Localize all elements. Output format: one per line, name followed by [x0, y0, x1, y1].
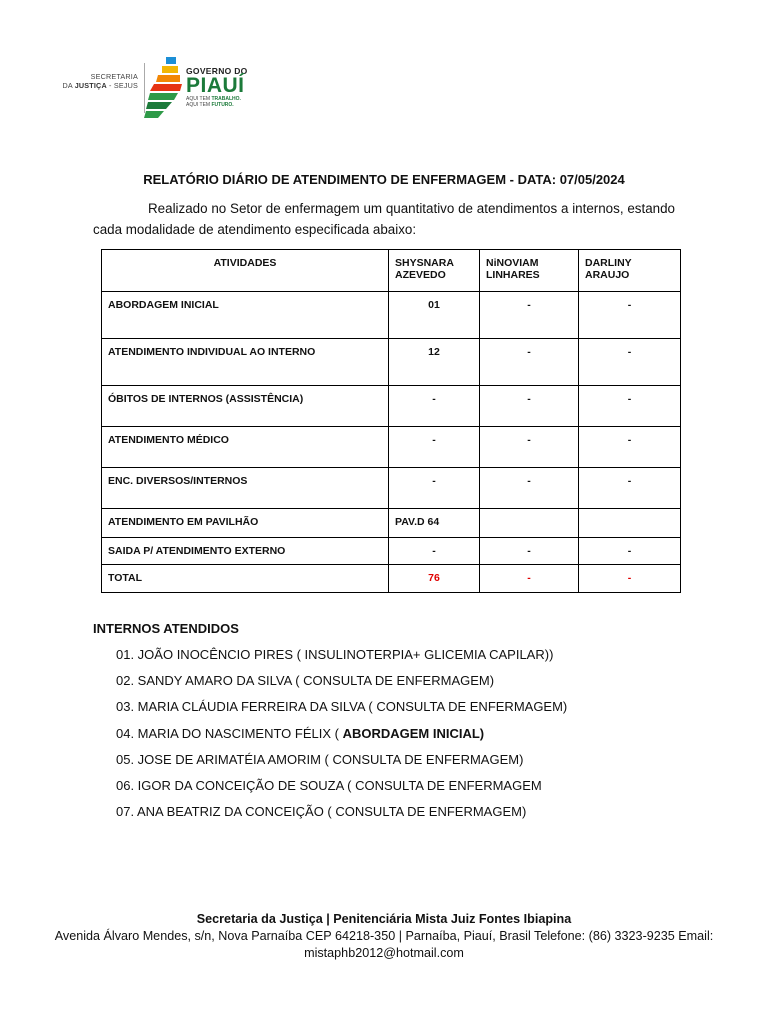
header-logos: [60, 55, 360, 125]
header-shysnara: SHYSNARA AZEVEDO: [389, 250, 480, 292]
value-cell: -: [579, 339, 681, 386]
value-cell: -: [389, 386, 480, 427]
activity-cell: SAIDA P/ ATENDIMENTO EXTERNO: [102, 538, 389, 565]
governo-do-text: GOVERNO DO: [186, 66, 248, 76]
total-value-cell: -: [579, 565, 681, 593]
value-cell: -: [579, 538, 681, 565]
value-cell: 01: [389, 292, 480, 339]
header-darliny: DARLINY ARAUJO: [579, 250, 681, 292]
header-ninoviam: NiNOVIAM LINHARES: [480, 250, 579, 292]
list-item: 06. IGOR DA CONCEIÇÃO DE SOUZA ( CONSULTA DE ENFERMAGEM: [116, 777, 542, 793]
intro-paragraph: Realizado no Setor de enfermagem um quantitativo de atendimentos a internos, estando cada modalidade de atendimento especificada abaixo:: [93, 201, 675, 237]
value-cell: -: [579, 386, 681, 427]
table-row: [102, 386, 681, 427]
report-title: RELATÓRIO DIÁRIO DE ATENDIMENTO DE ENFERMAGEM - DATA: 07/05/2024: [143, 172, 625, 187]
secretaria-line2: DA JUSTIÇA - SEJUS: [62, 81, 138, 90]
value-cell: -: [480, 292, 579, 339]
piaui-text: PIAUÍ: [186, 74, 245, 97]
table-header-row: [102, 250, 681, 292]
secretaria-logo-text: [60, 72, 138, 90]
internos-title: INTERNOS ATENDIDOS: [93, 621, 239, 636]
internos-list: [116, 646, 567, 829]
value-cell: [480, 509, 579, 538]
piaui-emblem-icon: [140, 55, 188, 121]
value-cell: -: [389, 468, 480, 509]
list-item: 01. JOÃO INOCÊNCIO PIRES ( INSULINOTERPIA+ GLICEMIA CAPILAR)): [116, 647, 554, 662]
value-cell: -: [389, 538, 480, 565]
table-row: [102, 468, 681, 509]
value-cell: -: [579, 427, 681, 468]
value-cell: 12: [389, 339, 480, 386]
slogan-line2: AQUI TEM FUTURO.: [186, 102, 234, 108]
list-item: 07. ANA BEATRIZ DA CONCEIÇÃO ( CONSULTA DE ENFERMAGEM): [116, 804, 527, 820]
slogan-line1: AQUI TEM TRABALHO.: [186, 96, 241, 102]
table-row: [102, 538, 681, 565]
activity-cell: ABORDAGEM INICIAL: [102, 292, 389, 339]
activity-cell: ATENDIMENTO MÉDICO: [102, 427, 389, 468]
list-item: 02. SANDY AMARO DA SILVA ( CONSULTA DE ENFERMAGEM): [116, 673, 495, 689]
activity-cell: ENC. DIVERSOS/INTERNOS: [102, 468, 389, 509]
activities-table: [101, 249, 681, 593]
table-row-total: [102, 565, 681, 593]
secretaria-line1: SECRETARIA: [90, 72, 138, 81]
footer-address: Avenida Álvaro Mendes, s/n, Nova Parnaíba CEP 64218-350 | Parnaíba, Piauí, Brasil Telefone: (86) 3323-9235 Email: mistaphb2012@hotmail.com: [54, 929, 714, 960]
header-atividades: ATIVIDADES: [102, 250, 389, 292]
list-item: 03. MARIA CLÁUDIA FERREIRA DA SILVA ( CONSULTA DE ENFERMAGEM): [116, 699, 568, 715]
value-cell: PAV.D 64: [389, 509, 480, 538]
table-row: [102, 509, 681, 538]
activity-cell: ÓBITOS DE INTERNOS (ASSISTÊNCIA): [102, 386, 389, 427]
value-cell: -: [579, 468, 681, 509]
value-cell: -: [480, 339, 579, 386]
activity-cell: ATENDIMENTO INDIVIDUAL AO INTERNO: [102, 339, 389, 386]
value-cell: -: [579, 292, 681, 339]
table-row: [102, 427, 681, 468]
total-value-cell: -: [480, 565, 579, 593]
activity-cell: ATENDIMENTO EM PAVILHÃO: [102, 509, 389, 538]
value-cell: -: [480, 538, 579, 565]
value-cell: [579, 509, 681, 538]
total-value-cell: 76: [389, 565, 480, 593]
list-item: 04. MARIA DO NASCIMENTO FÉLIX ( ABORDAGEM INICIAL): [116, 725, 485, 741]
value-cell: -: [480, 427, 579, 468]
footer: [0, 911, 768, 962]
table-row: [102, 339, 681, 386]
list-item: 05. JOSE DE ARIMATÉIA AMORIM ( CONSULTA DE ENFERMAGEM): [116, 751, 524, 767]
value-cell: -: [480, 386, 579, 427]
footer-institution: Secretaria da Justiça | Penitenciária Mista Juiz Fontes Ibiapina: [196, 912, 572, 926]
table-row: [102, 292, 681, 339]
value-cell: -: [480, 468, 579, 509]
total-label-cell: TOTAL: [102, 565, 389, 593]
governo-piaui-logo: [186, 67, 248, 108]
value-cell: -: [389, 427, 480, 468]
